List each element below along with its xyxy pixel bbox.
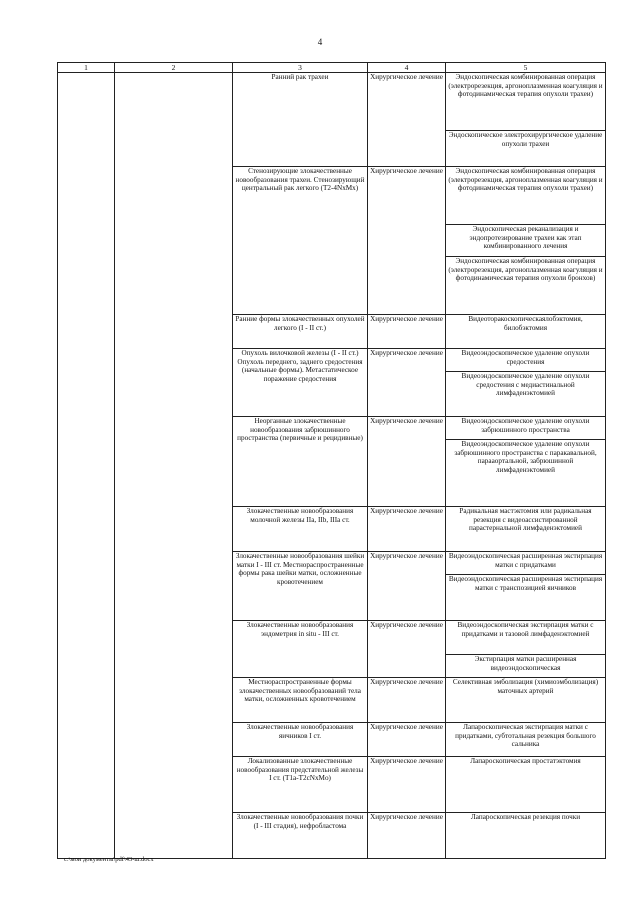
column-1-cell	[58, 73, 115, 859]
disease-cell: Злокачественные новообразования яичников I ст.	[233, 723, 368, 757]
method-cell: Видеоэндоскопическое удаление опухоли забрюшинного пространства с паракавальной, парааортальной, забрюшинной лимфаденэктомией	[446, 440, 606, 507]
treatment-cell: Хирургическое лечение	[368, 723, 446, 757]
column-header: 3	[233, 63, 368, 73]
disease-cell: Злокачественные новообразования эндометрия in situ - III ст.	[233, 621, 368, 678]
table-row	[58, 73, 606, 131]
column-header: 5	[446, 63, 606, 73]
method-cell: Эндоскопическая реканализация и эндопротезирование трахеи как этап комбинированного лечения	[446, 225, 606, 257]
method-cell: Видеоэндоскопическая расширенная экстирпация матки с транспозицией яичников	[446, 575, 606, 621]
method-cell: Видеоэндоскопическое удаление опухоли средостения с медиастинальной лимфаденэктомией	[446, 372, 606, 417]
treatment-cell: Хирургическое лечение	[368, 507, 446, 552]
treatment-cell: Хирургическое лечение	[368, 315, 446, 349]
treatment-cell: Хирургическое лечение	[368, 678, 446, 723]
method-cell: Видеоэндоскопическое удаление опухоли средостения	[446, 349, 606, 372]
disease-cell: Опухоль вилочковой железы (I - II ст.) Опухоль переднего, заднего средостения (начальные формы). Метастатическое поражение средостения	[233, 349, 368, 417]
method-cell: Эндоскопическая комбинированная операция (электрорезекция, аргоноплазменная коагуляция и фотодинамическая терапия опухоли бронхов)	[446, 257, 606, 315]
method-cell: Лапароскопическая простатэктомия	[446, 757, 606, 813]
method-cell: Экстирпация матки расширенная видеоэндоскопическая	[446, 655, 606, 678]
column-header: 1	[58, 63, 115, 73]
treatment-cell: Хирургическое лечение	[368, 552, 446, 621]
treatment-cell: Хирургическое лечение	[368, 349, 446, 417]
method-cell: Радикальная мастэктомия или радикальная резекция с видеоассистированной парастернальной лимфаденэктомией	[446, 507, 606, 552]
method-cell: Селективная эмболизация (химиоэмболизация) маточных артерий	[446, 678, 606, 723]
procedures-table	[57, 62, 606, 859]
treatment-cell: Хирургическое лечение	[368, 417, 446, 507]
disease-cell: Местнораспространенные формы злокачественных новообразований тела матки, осложненных кровотечением	[233, 678, 368, 723]
disease-cell: Злокачественные новообразования почки (I - III стадия), нефробластома	[233, 813, 368, 859]
method-cell: Видеоторакоскопическаялобэктомия, билобэктомия	[446, 315, 606, 349]
page-number: 4	[317, 37, 323, 47]
method-cell: Видеоэндоскопическая экстирпация матки с придатками и тазовой лимфаденэктомией	[446, 621, 606, 655]
disease-cell: Злокачественные новообразования шейки матки I - III ст. Местнораспространенные формы рака шейки матки, осложненные кровотечением	[233, 552, 368, 621]
column-2-cell	[115, 73, 233, 859]
method-cell: Лапароскопическая экстирпация матки с придатками, субтотальная резекция большого сальника	[446, 723, 606, 757]
disease-cell: Локализованные злокачественные новообразования предстательной железы I ст. (T1a-T2cNxMo)	[233, 757, 368, 813]
disease-cell: Неорганные злокачественные новообразования забрюшинного пространства (первичные и рецидивные)	[233, 417, 368, 507]
disease-cell: Ранний рак трахеи	[233, 73, 368, 167]
file-path: c:\мои документы\pdf\43-ш.docx	[64, 856, 154, 863]
treatment-cell: Хирургическое лечение	[368, 167, 446, 315]
disease-cell: Ранние формы злокачественных опухолей легкого (I - II ст.)	[233, 315, 368, 349]
disease-cell: Злокачественные новообразования молочной железы IIa, IIb, IIIa ст.	[233, 507, 368, 552]
column-header: 2	[115, 63, 233, 73]
treatment-cell: Хирургическое лечение	[368, 621, 446, 678]
method-cell: Лапароскопическая резекция почки	[446, 813, 606, 859]
treatment-cell: Хирургическое лечение	[368, 813, 446, 859]
disease-cell: Стенозирующие злокачественные новообразования трахеи. Стенозирующий центральный рак легкого (T2-4NxMx)	[233, 167, 368, 315]
treatment-cell: Хирургическое лечение	[368, 73, 446, 167]
method-cell: Эндоскопическое электрохирургическое удаление опухоли трахеи	[446, 131, 606, 167]
treatment-cell: Хирургическое лечение	[368, 757, 446, 813]
method-cell: Эндоскопическая комбинированная операция (электрорезекция, аргоноплазменная коагуляция и фотодинамическая терапия опухоли трахеи)	[446, 167, 606, 225]
column-header: 4	[368, 63, 446, 73]
method-cell: Видеоэндоскопическое удаление опухоли забрюшинного пространства	[446, 417, 606, 440]
table-header-row	[58, 63, 606, 73]
method-cell: Эндоскопическая комбинированная операция (электрорезекция, аргоноплазменная коагуляция и фотодинамическая терапия опухоли трахеи)	[446, 73, 606, 131]
method-cell: Видеоэндоскопическая расширенная экстирпация матки с придатками	[446, 552, 606, 575]
